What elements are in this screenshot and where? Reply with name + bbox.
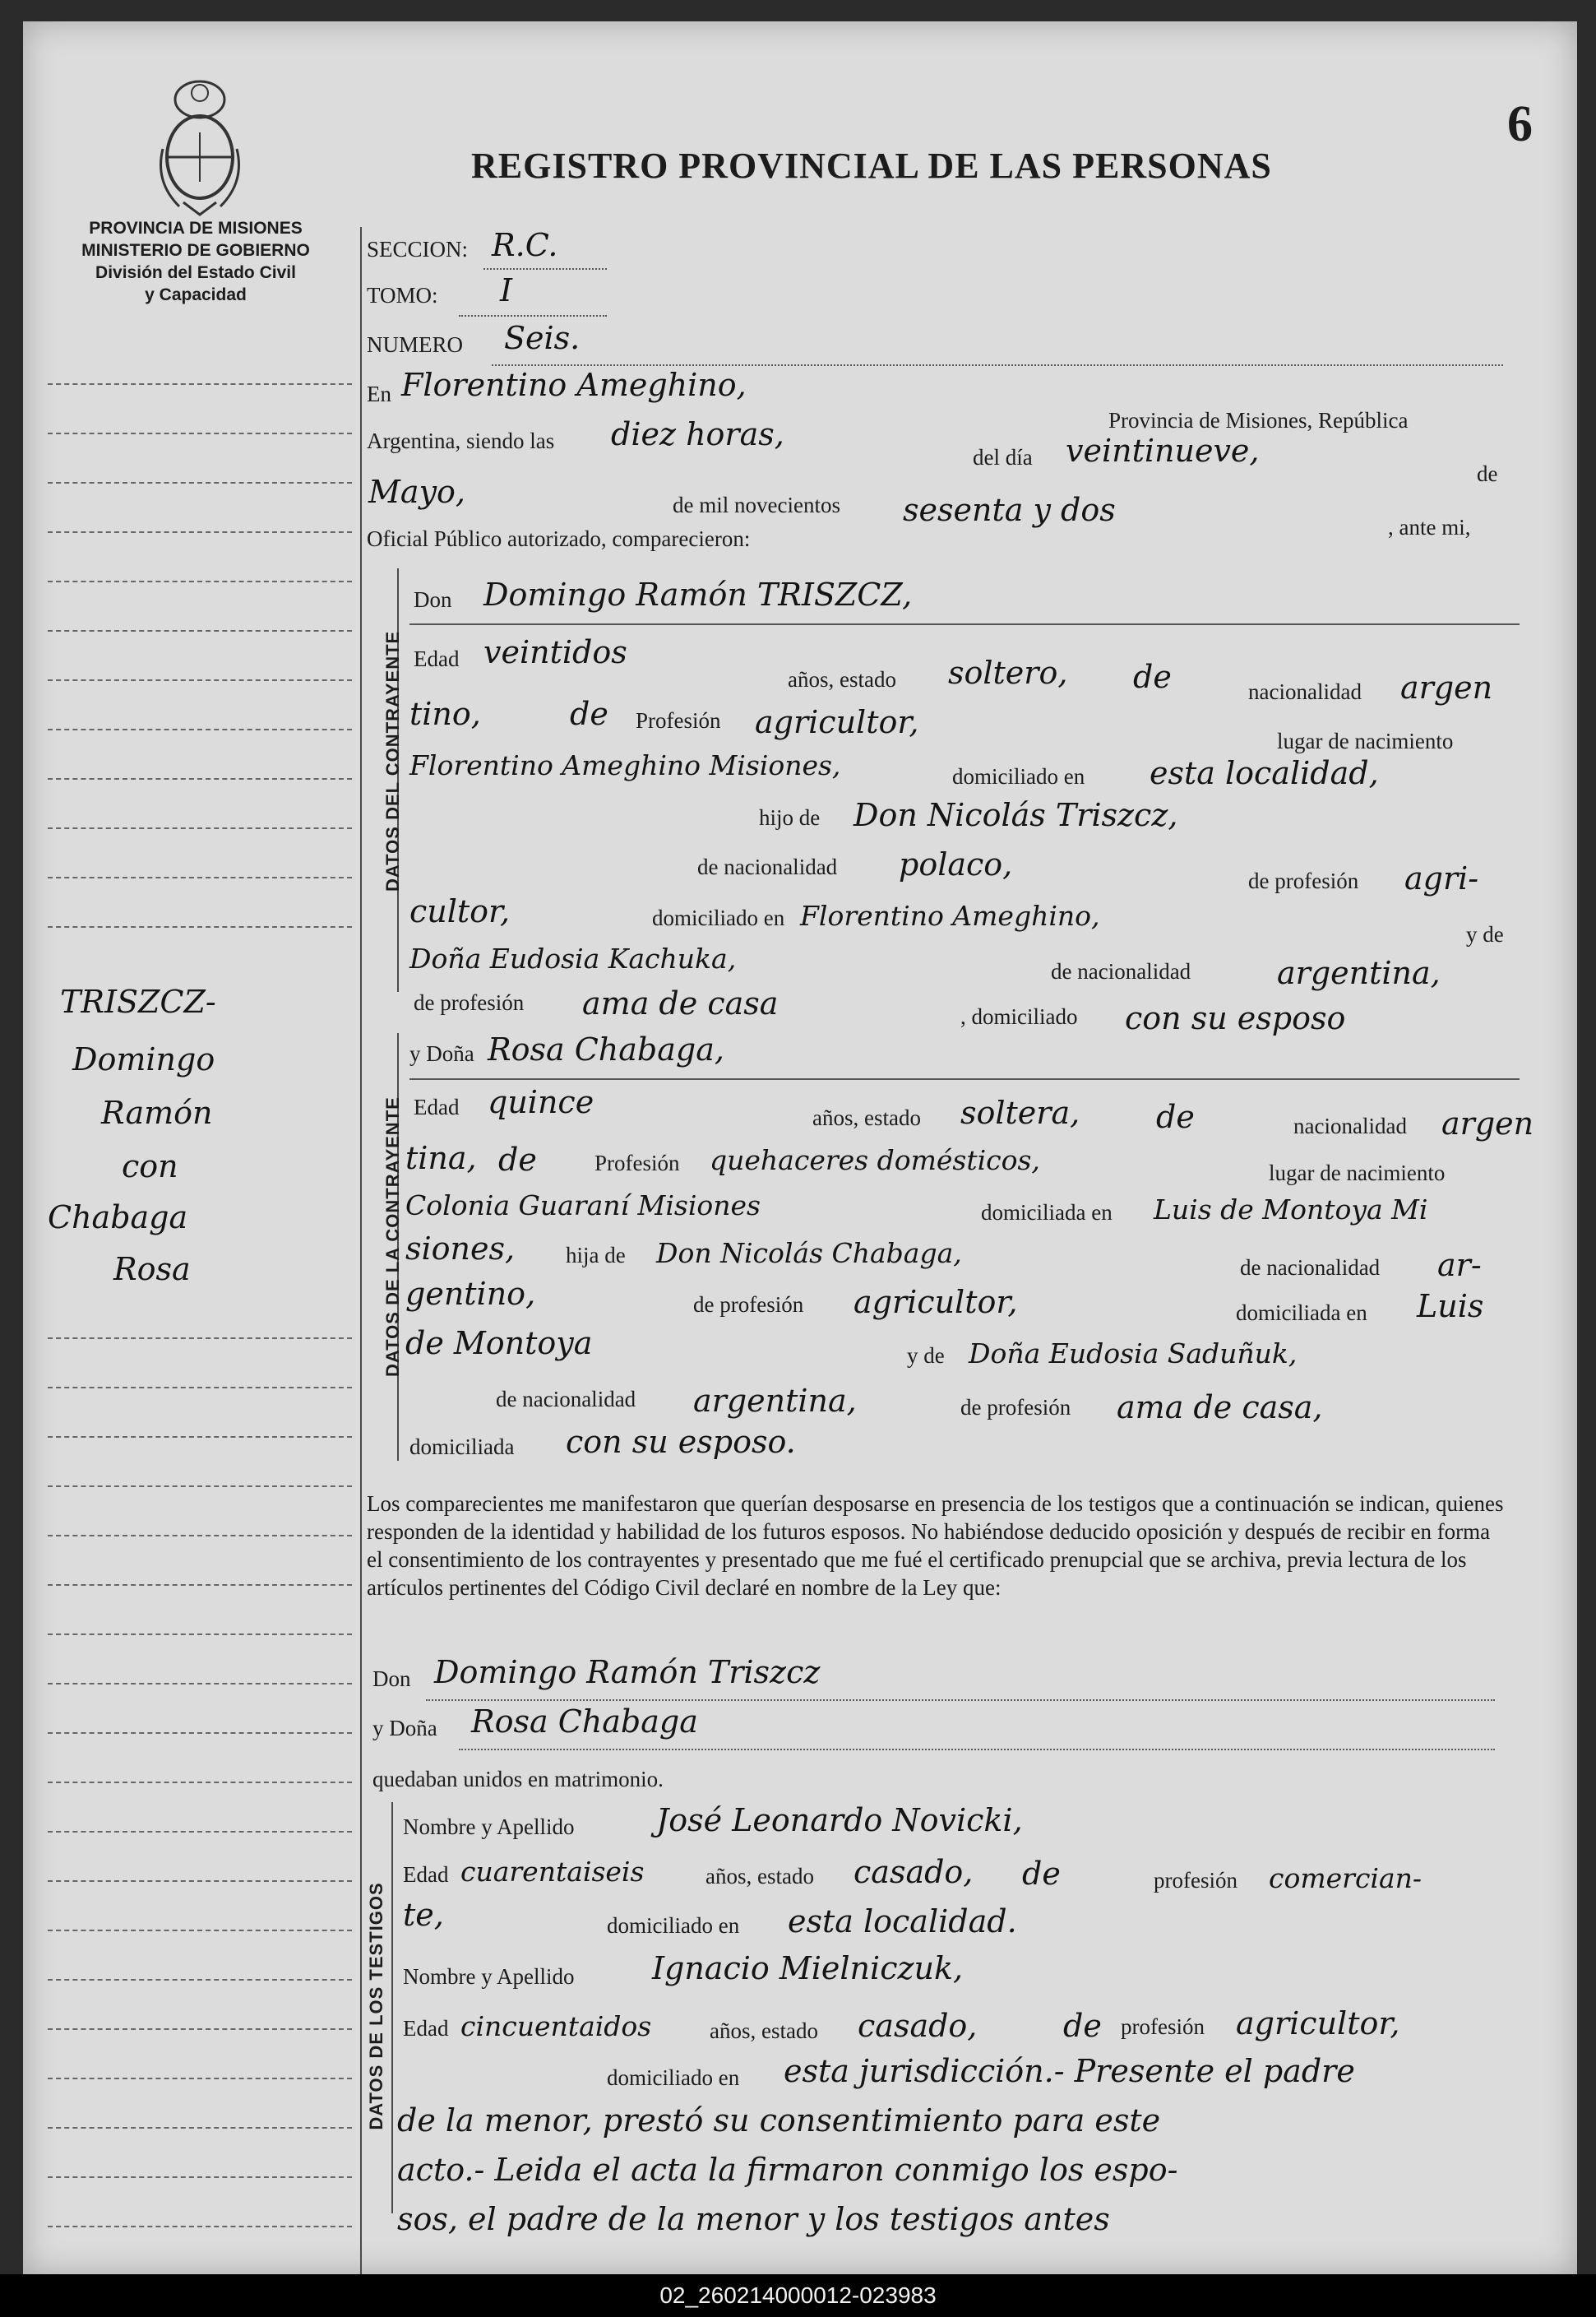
- don-label: Don: [414, 587, 452, 612]
- madre-domiciliado-label: , domiciliado: [960, 1004, 1078, 1029]
- margin-line: [48, 581, 352, 582]
- margin-line: [48, 383, 352, 385]
- madre-domiciliada-label: domiciliada: [409, 1434, 515, 1459]
- contrayenta-padre-nacionalidad-cont: gentino,: [405, 1276, 536, 1312]
- profesion-label: profesión: [1121, 2014, 1205, 2039]
- de-label: de: [1133, 659, 1172, 695]
- contrayenta-padre: Don Nicolás Chabaga,: [656, 1237, 962, 1269]
- contrayenta-lugar-nacimiento: Colonia Guaraní Misiones: [405, 1189, 761, 1221]
- anios-estado-label: años, estado: [788, 667, 896, 692]
- margin-line: [48, 1337, 352, 1339]
- testigo2-nombre: Ignacio Mielniczuk,: [652, 1950, 964, 1986]
- image-id-footer: 02_260214000012-023983: [0, 2274, 1596, 2317]
- margin-line: [48, 1831, 352, 1833]
- contrayente-domicilio: esta localidad,: [1150, 755, 1379, 791]
- ante-mi-label: , ante mi,: [1388, 515, 1471, 540]
- declaration-don-value: Domingo Ramón Triszcz: [434, 1654, 821, 1690]
- contrayenta-section-label: DATOS DE LA CONTRAYENTE: [382, 1096, 403, 1377]
- padre-domiciliado-label: domiciliado en: [652, 906, 785, 930]
- contrayenta-estado: soltera,: [960, 1095, 1080, 1131]
- domiciliado-en-label: domiciliado en: [607, 2065, 740, 2090]
- profesion-label: Profesión: [636, 708, 721, 733]
- del-dia-label: del día: [973, 445, 1033, 470]
- provincia-text: Provincia de Misiones, República: [1108, 408, 1409, 433]
- de-label: de: [1156, 1099, 1195, 1135]
- madre-de-profesion-label: de profesión: [414, 990, 525, 1015]
- margin-divider: [360, 227, 362, 2275]
- margin-line: [48, 1930, 352, 1931]
- fill-line: [459, 1749, 1495, 1750]
- madre-de-nacionalidad-label: de nacionalidad: [1051, 959, 1191, 984]
- numero-value: Seis.: [504, 320, 581, 356]
- margin-line: [48, 1387, 352, 1388]
- margin-line: [48, 2127, 352, 2129]
- issuing-organization: [56, 217, 335, 306]
- fill-line: [492, 364, 1503, 366]
- dona-label: y Doña: [372, 1716, 437, 1740]
- seccion-value: R.C.: [492, 227, 558, 263]
- de-label: de: [1477, 461, 1498, 486]
- edad-label: Edad: [403, 1862, 449, 1887]
- margin-line: [48, 2226, 352, 2227]
- tomo-label: TOMO:: [367, 283, 438, 308]
- fill-line: [459, 315, 607, 317]
- section-bracket: [391, 1802, 393, 2213]
- observation-line: de la menor, prestó su consentimiento para este: [397, 2102, 1161, 2139]
- anios-estado-label: años, estado: [812, 1105, 921, 1130]
- margin-line: [48, 1782, 352, 1783]
- contrayente-madre: Doña Eudosia Kachuka,: [409, 943, 737, 975]
- testigo1-estado: casado,: [854, 1854, 974, 1890]
- margin-line: [48, 2028, 352, 2030]
- don-label: Don: [372, 1666, 411, 1691]
- oficial-text: Oficial Público autorizado, comparecieron:: [367, 526, 751, 551]
- row-rule: [409, 1078, 1520, 1080]
- argentina-text: Argentina, siendo las: [367, 429, 555, 453]
- domiciliado-en-label: domiciliado en: [952, 764, 1085, 789]
- nacionalidad-label: nacionalidad: [1248, 679, 1362, 704]
- org-line-4: y Capacidad: [145, 285, 247, 304]
- margin-line: [48, 482, 352, 484]
- lugar-nacimiento-label: lugar de nacimiento: [1277, 729, 1454, 753]
- contrayente-padre-domicilio: Florentino Ameghino,: [800, 900, 1100, 932]
- testigo1-nombre: José Leonardo Novicki,: [656, 1802, 1023, 1838]
- nombre-apellido-label: Nombre y Apellido: [403, 1964, 575, 1989]
- org-line-1: PROVINCIA DE MISIONES: [89, 219, 303, 238]
- contrayenta-profesion: quehaceres domésticos,: [710, 1144, 1040, 1176]
- testigo1-domicilio: esta localidad.: [788, 1903, 1017, 1939]
- testigo1-profesion-cont: te,: [403, 1897, 444, 1933]
- observation-line: acto.- Leida el acta la firmaron conmigo los espo-: [397, 2152, 1178, 2188]
- testigo1-edad: cuarentaiseis: [460, 1856, 645, 1888]
- margin-line: [48, 729, 352, 730]
- margin-line: [48, 630, 352, 632]
- margin-note-line: con: [122, 1148, 178, 1184]
- margin-line: [48, 926, 352, 928]
- edad-label: Edad: [414, 646, 460, 671]
- contrayente-nacionalidad: argen: [1400, 670, 1493, 706]
- testigo2-profesion: agricultor,: [1236, 2005, 1400, 2041]
- hora-value: diez horas,: [611, 416, 784, 452]
- margin-note-line: Ramón: [101, 1095, 213, 1131]
- lugar-nacimiento-label: lugar de nacimiento: [1269, 1161, 1446, 1185]
- margin-line: [48, 1535, 352, 1536]
- contrayenta-padre-domicilio-cont: de Montoya: [405, 1325, 593, 1361]
- testigos-section-label: DATOS DE LOS TESTIGOS: [366, 1882, 386, 2130]
- mil-novecientos-label: de mil novecientos: [673, 493, 840, 517]
- contrayente-nacionalidad-cont: tino,: [409, 696, 481, 732]
- anios-estado-label: años, estado: [710, 2018, 818, 2043]
- edad-label: Edad: [403, 2016, 449, 2041]
- contrayente-estado: soltero,: [948, 655, 1068, 691]
- contrayente-nombre: Domingo Ramón TRISZCZ,: [483, 577, 913, 613]
- contrayenta-edad: quince: [488, 1084, 594, 1120]
- mes-value: Mayo,: [368, 474, 465, 510]
- org-line-2: MINISTERIO DE GOBIERNO: [81, 241, 310, 260]
- madre-de-profesion-label: de profesión: [960, 1395, 1071, 1420]
- contrayenta-nombre: Rosa Chabaga,: [488, 1031, 724, 1068]
- national-coat-of-arms-icon: [146, 67, 253, 223]
- domiciliada-en-label: domiciliada en: [981, 1200, 1113, 1225]
- margin-line: [48, 1633, 352, 1635]
- de-profesion-label: de profesión: [1248, 869, 1359, 893]
- hija-de-label: hija de: [566, 1243, 626, 1267]
- fill-line: [483, 268, 607, 270]
- contrayenta-padre-nacionalidad: ar-: [1437, 1247, 1482, 1283]
- de-label: de: [1022, 1856, 1061, 1892]
- folio-number: 6: [1507, 96, 1533, 152]
- contrayenta-domicilio: Luis de Montoya Mi: [1154, 1193, 1428, 1226]
- row-rule: [409, 623, 1520, 625]
- anio-value: sesenta y dos: [903, 492, 1116, 528]
- declaration-closing: quedaban unidos en matrimonio.: [372, 1767, 664, 1791]
- contrayente-madre-profesion: ama de casa: [582, 985, 779, 1022]
- dia-value: veintinueve,: [1066, 433, 1260, 469]
- margin-line: [48, 2078, 352, 2079]
- margin-note-line: TRISZCZ-: [60, 984, 216, 1020]
- anios-estado-label: años, estado: [705, 1864, 814, 1888]
- testigo1-profesion: comercian-: [1269, 1862, 1423, 1894]
- contrayenta-padre-domicilio: Luis: [1417, 1288, 1484, 1324]
- de-label: de: [570, 696, 608, 732]
- contrayenta-madre: Doña Eudosia Saduñuk,: [969, 1337, 1298, 1369]
- contrayente-lugar-nacimiento: Florentino Ameghino Misiones,: [409, 749, 841, 781]
- domiciliado-en-label: domiciliado en: [607, 1913, 740, 1938]
- margin-line: [48, 1880, 352, 1882]
- declaration-dona-value: Rosa Chabaga: [471, 1703, 698, 1740]
- document-title: REGISTRO PROVINCIAL DE LAS PERSONAS: [471, 146, 1272, 186]
- y-de-label: y de: [907, 1343, 945, 1368]
- document-page: [23, 21, 1577, 2275]
- de-profesion-label: de profesión: [693, 1292, 804, 1317]
- contrayente-edad: veintidos: [483, 634, 627, 670]
- en-label: En: [367, 382, 391, 406]
- observation-line: sos, el padre de la menor y los testigos antes: [397, 2201, 1110, 2237]
- contrayenta-madre-nacionalidad: argentina,: [693, 1383, 857, 1419]
- margin-line: [48, 433, 352, 434]
- hijo-de-label: hijo de: [759, 805, 821, 830]
- contrayenta-madre-profesion: ama de casa,: [1117, 1389, 1323, 1425]
- contrayente-section-label: DATOS DEL CONTRAYENTE: [382, 630, 403, 892]
- dona-label: y Doña: [409, 1041, 474, 1066]
- de-label: de: [1063, 2008, 1102, 2044]
- margin-line: [48, 1979, 352, 1981]
- nacionalidad-label: nacionalidad: [1293, 1114, 1407, 1138]
- margin-line: [48, 1732, 352, 1734]
- profesion-label: profesión: [1154, 1868, 1237, 1893]
- numero-label: NUMERO: [367, 332, 464, 357]
- contrayenta-nacionalidad-cont: tina,: [405, 1140, 477, 1176]
- margin-line: [48, 1584, 352, 1586]
- de-nacionalidad-label: de nacionalidad: [697, 855, 838, 879]
- contrayente-profesion: agricultor,: [755, 704, 919, 740]
- contrayenta-nacionalidad: argen: [1441, 1105, 1534, 1142]
- contrayente-madre-domicilio: con su esposo: [1125, 1000, 1346, 1036]
- y-de-label: y de: [1466, 922, 1504, 947]
- seccion-label: SECCION:: [367, 237, 469, 262]
- profesion-label: Profesión: [594, 1151, 680, 1175]
- fill-line: [426, 1699, 1495, 1701]
- contrayenta-domicilio-cont: siones,: [405, 1230, 516, 1267]
- contrayenta-padre-profesion: agricultor,: [854, 1284, 1018, 1320]
- nombre-apellido-label: Nombre y Apellido: [403, 1814, 575, 1839]
- declaration-paragraph: Los comparecientes me manifestaron que querían desposarse en presencia de los testigos que a continuación se indican, quienes responden de la identidad y habilidad de los futuros esposos. No habiéndose deducido oposición y después de recibir en forma el consentimiento de los contrayentes y presentado que me fué el certificado prenupcial que se archiva, previa lectura de los artículos pertinentes del Código Civil declaré en nombre de la Ley que:: [367, 1491, 1504, 1600]
- testigo2-domicilio: esta jurisdicción.- Presente el padre: [784, 2053, 1355, 2089]
- padre-domiciliada-label: domiciliada en: [1236, 1300, 1367, 1325]
- contrayente-padre-nacionalidad: polaco,: [899, 846, 1013, 883]
- margin-line: [48, 531, 352, 533]
- edad-label: Edad: [414, 1095, 460, 1119]
- margin-note-line: Rosa: [113, 1251, 191, 1287]
- contrayente-padre-profesion: agri-: [1404, 860, 1479, 897]
- tomo-value: I: [500, 272, 513, 308]
- contrayente-padre-profesion-cont: cultor,: [409, 893, 511, 929]
- contrayente-padre: Don Nicolás Triszcz,: [854, 797, 1178, 833]
- contrayente-madre-nacionalidad: argentina,: [1277, 955, 1441, 991]
- margin-note-line: Domingo: [72, 1041, 215, 1077]
- margin-note-line: Chabaga: [48, 1199, 188, 1235]
- margin-line: [48, 778, 352, 780]
- margin-line: [48, 1683, 352, 1684]
- de-label: de: [498, 1142, 537, 1178]
- margin-line: [48, 877, 352, 878]
- margin-line: [48, 679, 352, 681]
- margin-line: [48, 2176, 352, 2178]
- lugar-value: Florentino Ameghino,: [401, 367, 747, 403]
- de-nacionalidad-label: de nacionalidad: [1240, 1255, 1381, 1280]
- margin-line: [48, 1485, 352, 1487]
- org-line-3: División del Estado Civil: [95, 263, 296, 282]
- madre-de-nacionalidad-label: de nacionalidad: [496, 1387, 636, 1411]
- margin-line: [48, 1436, 352, 1438]
- testigo2-edad: cincuentaidos: [460, 2010, 652, 2042]
- testigo2-estado: casado,: [858, 2008, 978, 2044]
- margin-line: [48, 827, 352, 829]
- contrayenta-madre-domicilio: con su esposo.: [566, 1424, 796, 1460]
